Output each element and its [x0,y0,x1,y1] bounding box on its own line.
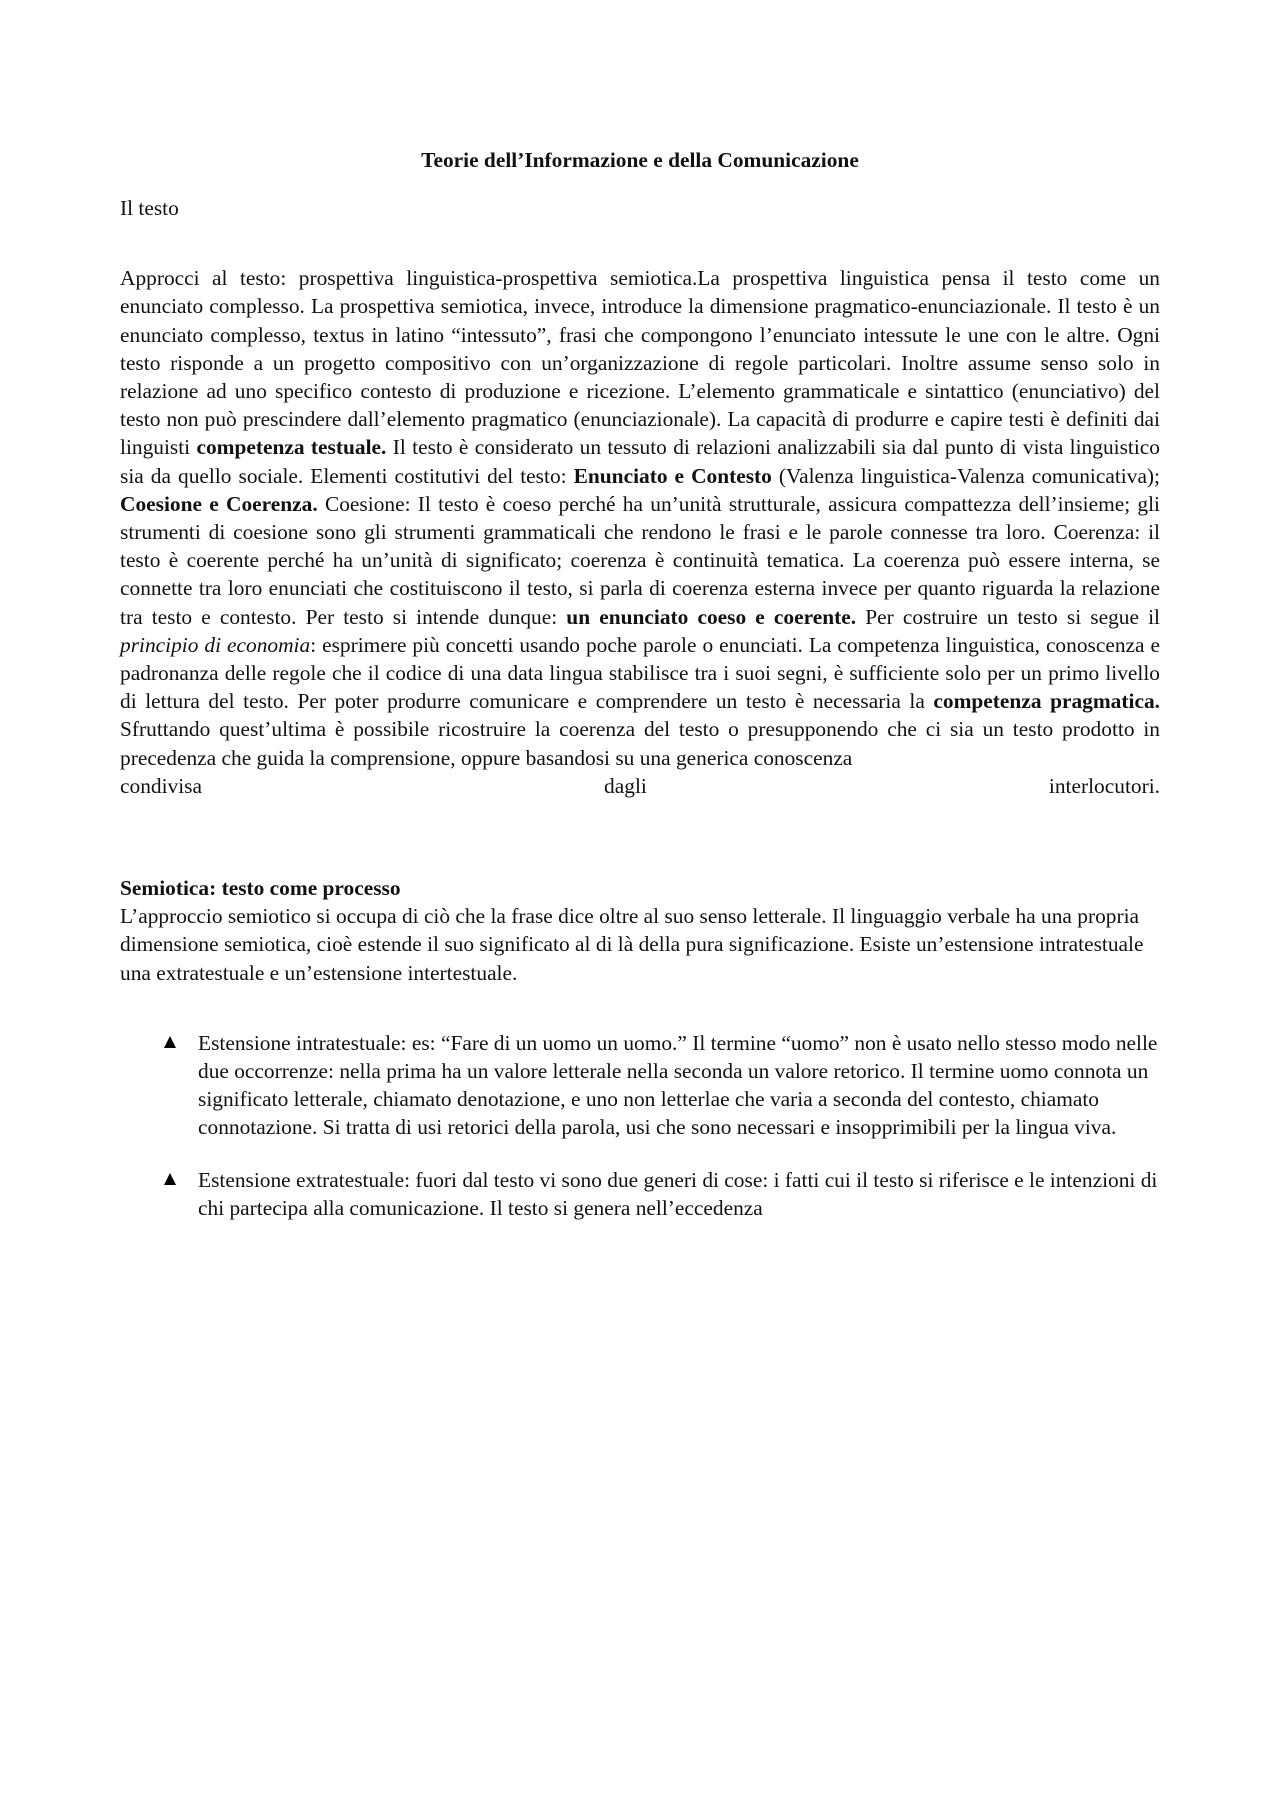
section-label: Il testo [120,196,179,220]
text-run: : esprimere più concetti usando poche parole o enunciati. La competenza linguistica, conoscenza e padronanza delle regole che il codice di una data lingua stabilisce tra i suoi segni, è sufficiente solo per un primo livello di lettura del testo. Per poter produrre comunicare e comprendere un testo è necessaria la [120,632,1160,714]
text-run: Il testo è considerato un tessuto di relazioni analizzabili sia dal punto di vista linguistico sia da quello sociale. Elementi costitutivi del testo: [120,435,1160,488]
extension-list [120,1029,1160,1222]
triangle-bullet-icon [164,1173,176,1185]
list-item-text: Estensione extratestuale: fuori dal testo vi sono due generi di cose: i fatti cui il testo si riferisce e le intenzioni di chi partecipa alla comunicazione. Il testo si genera nell’eccedenza [198,1167,1158,1220]
list-item-text: Estensione intratestuale: es: “Fare di un uomo un uomo.” Il termine “uomo” non è usato nello stesso modo nelle due occorrenze: nella prima ha un valore letterale nella seconda un valore retorico. Il termine uomo connota un significato letterale, chiamato denotazione, e uno non letterlae che varia a seconda del contesto, chiamato connotazione. Si tratta di usi retorici della parola, usi che sono necessari e insopprimibili per la lingua viva. [198,1030,1158,1140]
italic-term-principio-economia: principio di economia [120,632,311,657]
intro-paragraph [120,264,1160,772]
semiotics-paragraph: L’approccio semiotico si occupa di ciò che la frase dice oltre al suo senso letterale. Il linguaggio verbale ha una propria dimensione semiotica, cioè estende il suo significato al di là della pura significazione. Esiste un’estensione intratestuale una extratestuale e un’estensione intertestuale. [120,904,1144,985]
triangle-bullet-icon [164,1036,176,1048]
bold-term-enunciato-coeso: un enunciato coeso e coerente. [566,604,857,629]
list-item [120,1029,1160,1142]
list-item [120,1166,1160,1222]
bold-term-competenza-pragmatica: competenza pragmatica. [933,689,1160,714]
text-run: Sfruttando quest’ultima è possibile ricostruire la coerenza del testo o presupponendo che ci sia un testo prodotto in precedenza che guida la comprensione, oppure basandosi su una generica conoscenza [120,717,1160,770]
section-heading: Semiotica: testo come processo [120,876,401,901]
text-run: (Valenza linguistica-Valenza comunicativa); [771,463,1161,488]
document-body [120,146,1160,1246]
text-run: Per costruire un testo si segue il [856,604,1160,629]
bold-term-competenza-testuale: competenza testuale. [196,435,387,460]
bold-term-enunciato-contesto: Enunciato e Contesto [573,463,772,488]
text-run: Approcci al testo: prospettiva linguistica-prospettiva semiotica.La prospettiva linguistica pensa il testo come un enunciato complesso. La prospettiva semiotica, invece, introduce la dimensione pragmatico-enunciazionale. Il testo è un enunciato complesso, textus in latino “intessuto”, frasi che compongono l’enunciato intessute le une con le altre. Ogni testo risponde a un progetto compositivo con un’organizzazione di regole particolari. Inoltre assume senso solo in relazione ad uno specifico contesto di produzione e ricezione. L’elemento grammaticale e sintattico (enunciativo) del testo non può prescindere dall’elemento pragmatico (enunciazionale). La capacità di produrre e capire testi è definiti dai linguisti [120,266,1160,460]
text-run: Coesione: Il testo è coeso perché ha un’unità strutturale, assicura compattezza dell’insieme; gli strumenti di coesione sono gli strumenti grammaticali che rendono le frasi e le parole connesse tra loro. Coerenza: il testo è coerente perché ha un’unità di significato; coerenza è continuità tematica. La coerenza può essere interna, se connette tra loro enunciati che costituiscono il testo, si parla di coerenza esterna invece per quanto riguarda la relazione tra testo e contesto. Per testo si intende dunque: [120,491,1160,629]
intro-paragraph-last-line: condivisa dagli interlocutori. [120,773,1160,798]
bold-term-coesione-coerenza: Coesione e Coerenza. [120,491,318,516]
document-title: Teorie dell’Informazione e della Comunicazione [421,148,859,172]
